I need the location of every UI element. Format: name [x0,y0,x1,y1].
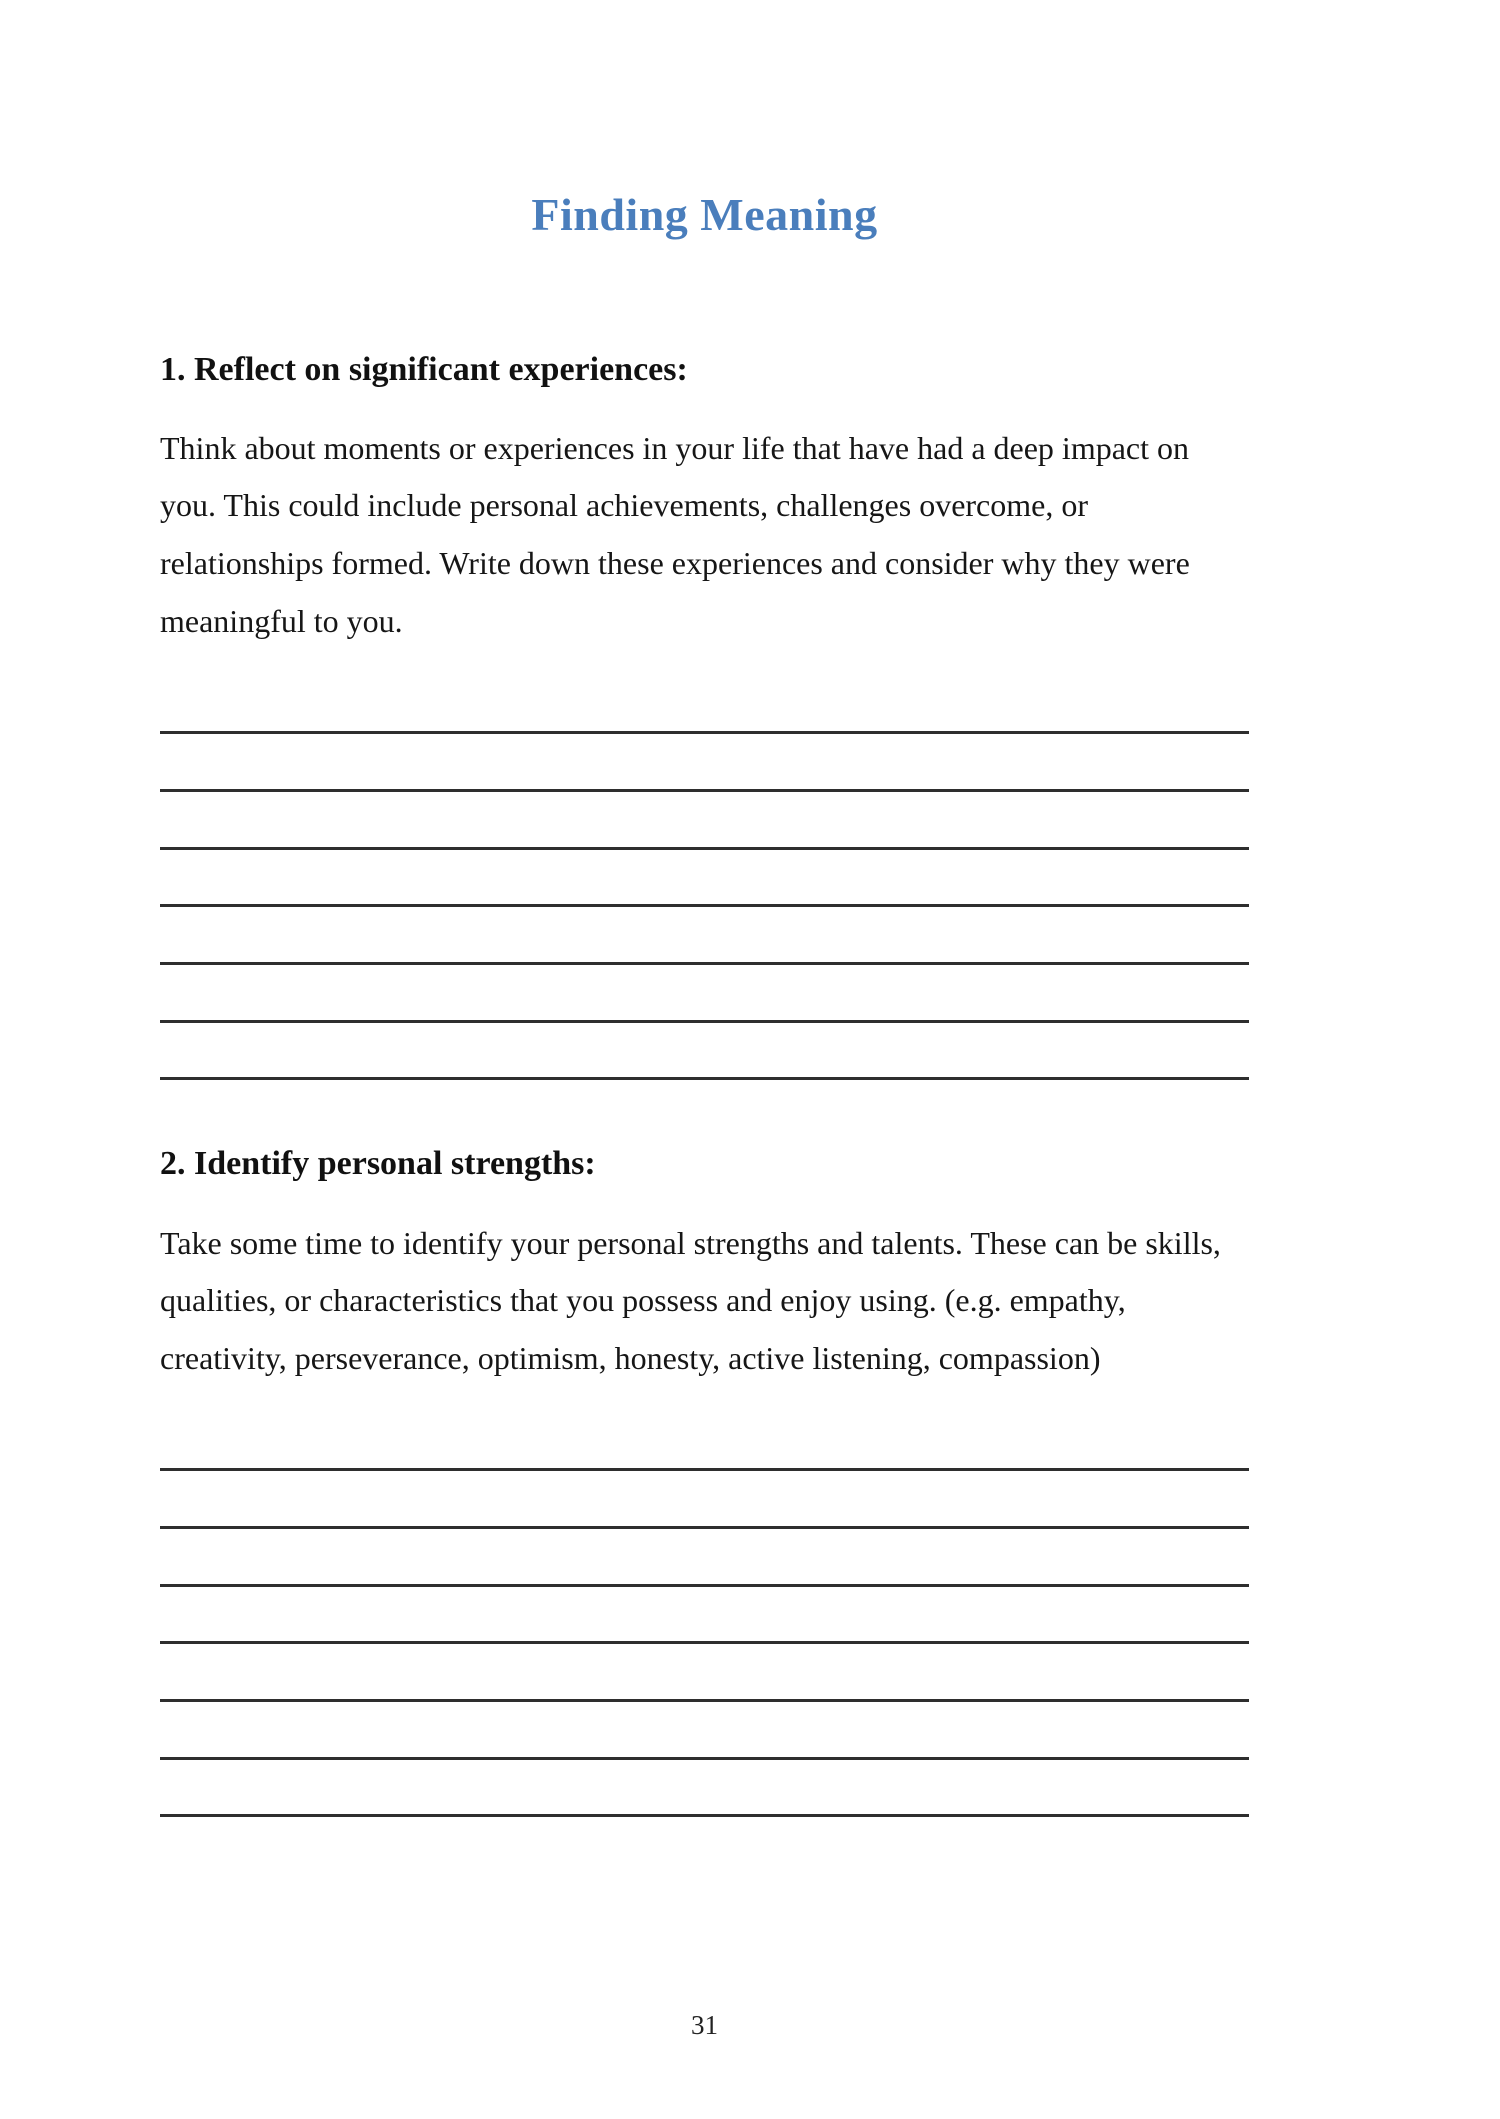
page-number: 31 [691,2010,718,2040]
answer-line [160,792,1249,850]
section-identify-strengths [160,1142,1249,1817]
answer-line [160,907,1249,965]
section-heading: 2. Identify personal strengths: [160,1145,596,1183]
answer-line [160,965,1249,1023]
page-title: Finding Meaning [531,189,878,240]
section-instructions: Take some time to identify your personal strengths and talents. These can be skills, qualities, or characteristics that you possess and enjoy using. (e.g. empathy, creativity, perseverance, optimism, honesty, active listening, compassion) [160,1224,1221,1376]
answer-line [160,1529,1249,1587]
section-reflect-experiences [160,348,1249,1081]
answer-line [160,850,1249,908]
answer-line [160,1471,1249,1529]
answer-line [160,677,1249,735]
answer-line [160,1644,1249,1702]
answer-lines [160,1414,1249,1818]
answer-lines [160,677,1249,1081]
answer-line [160,1414,1249,1472]
answer-line [160,1023,1249,1081]
answer-line [160,1587,1249,1645]
section-heading: 1. Reflect on significant experiences: [160,350,688,388]
section-instructions: Think about moments or experiences in your life that have had a deep impact on you. This could include personal achievements, challenges overcome, or relationships formed. Write down these experiences and consider why they were meaningful to you. [160,429,1190,639]
answer-line [160,734,1249,792]
answer-line [160,1702,1249,1760]
answer-line [160,1760,1249,1818]
